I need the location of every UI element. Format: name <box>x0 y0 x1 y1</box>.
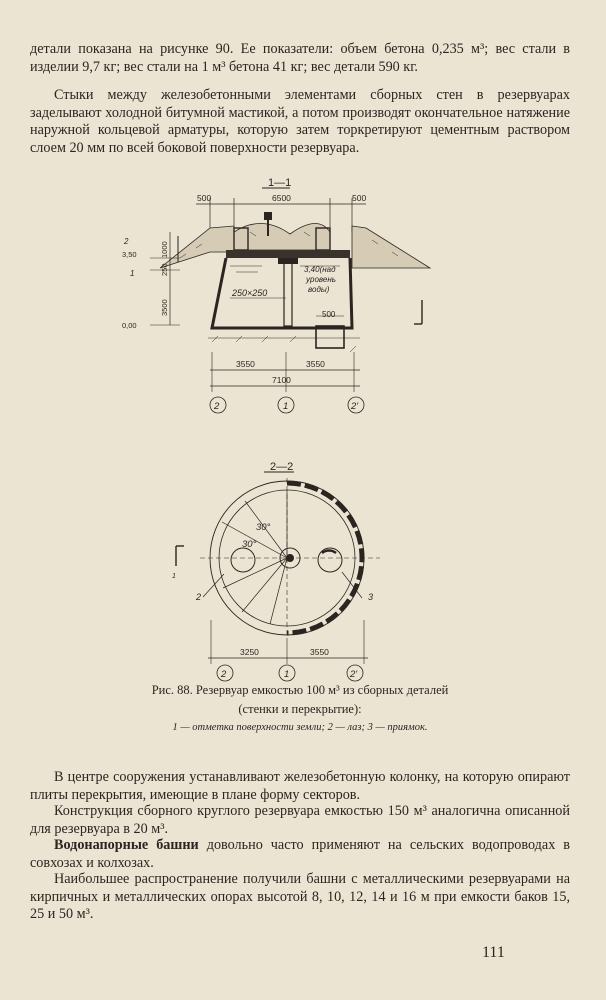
section-1-title: 1—1 <box>268 177 292 189</box>
axis2-center: 1 <box>284 669 290 680</box>
page-number: 111 <box>482 944 505 961</box>
paragraph-5-term: Водонапорные башни <box>54 837 199 853</box>
svg-text:1: 1 <box>172 573 176 580</box>
paragraph-5-text: довольно часто применяют на сельских водопроводах в совхозах и колхозах. <box>30 837 570 871</box>
paragraph-4 <box>30 803 570 838</box>
dim-3250: 3250 <box>240 647 259 657</box>
figure-caption: Рис. 88. Резервуар емкостью 100 м³ из сборных деталей <box>151 683 449 697</box>
dim-250: 250 <box>160 263 169 276</box>
mark-2: 2 <box>124 237 129 246</box>
axis2-right: 2' <box>350 669 358 680</box>
dim-3550-b: 3550 <box>306 359 325 369</box>
water-level-b: уровень <box>306 275 336 284</box>
section-2-title: 2—2 <box>270 461 294 473</box>
paragraph-6-text: Наибольшее распространение получили башни с металлическими резервуарами на кирпичных и металлических опорах высотой 8, 10, 12, 14 и 16 м при емкости баков 15, 25 и 50 м³. <box>30 871 570 922</box>
paragraph-6 <box>30 871 570 924</box>
level-000: 0,00 <box>122 321 137 330</box>
dim-500-left: 500 <box>197 193 212 203</box>
axis2-left: 2 <box>221 669 227 680</box>
dim-3550-a: 3550 <box>236 359 255 369</box>
label-3: 3 <box>368 592 374 602</box>
dim-500-right: 500 <box>352 193 367 203</box>
water-level-c: воды) <box>308 285 330 294</box>
figure-legend: 1 — отметка поверхности земли; 2 — лаз; 3 — приямок. <box>172 722 428 733</box>
level-350: 3,50 <box>122 250 137 259</box>
figure-caption-line-2: (стенки и перекрытие): <box>238 702 362 716</box>
pit-width: 500 <box>322 310 336 319</box>
angle-b: 30° <box>242 539 257 550</box>
mark-1: 1 <box>130 269 135 278</box>
paragraph-4-text: Конструкция сборного круглого резервуара емкостью 150 м³ аналогична описанной для резервуара в 20 м³. <box>30 803 570 837</box>
angle-a: 30° <box>256 522 271 533</box>
paragraph-3-text: В центре сооружения устанавливают железобетонную колонку, на которую опирают плиты перекрытия, имеющие в плане форму секторов. <box>30 769 570 803</box>
dim-3500: 3500 <box>160 299 169 316</box>
dim-3550-c: 3550 <box>310 647 329 657</box>
paragraph-3 <box>30 769 570 804</box>
column-size: 250×250 <box>232 288 268 298</box>
axis-right: 2' <box>351 401 359 412</box>
dim-6500: 6500 <box>272 193 291 203</box>
paragraph-5 <box>30 837 570 872</box>
paragraph-2-text: Стыки между железобетонными элементами сборных стен в резервуарах заделывают холодной битумной мастикой, а потом производят окончательное натяжение наружной кольцевой арматуры, которую затем торкретируют цементным раствором слоем 20 мм по всей боковой поверхности резервуара. <box>30 87 570 156</box>
paragraph-1: детали показана на рисунке 90. Ее показатели: объем бетона 0,235 м³; вес стали в изделии 9,7 кг; вес стали на 1 м³ бетона 41 кг; вес детали 590 кг. <box>30 41 570 75</box>
dim-1000: 1000 <box>160 241 169 258</box>
dim-7100: 7100 <box>272 375 291 385</box>
water-level-a: 3,40(над <box>304 265 336 274</box>
label-2: 2 <box>196 592 202 602</box>
axis-left: 2 <box>214 401 220 412</box>
axis-center: 1 <box>283 401 289 412</box>
